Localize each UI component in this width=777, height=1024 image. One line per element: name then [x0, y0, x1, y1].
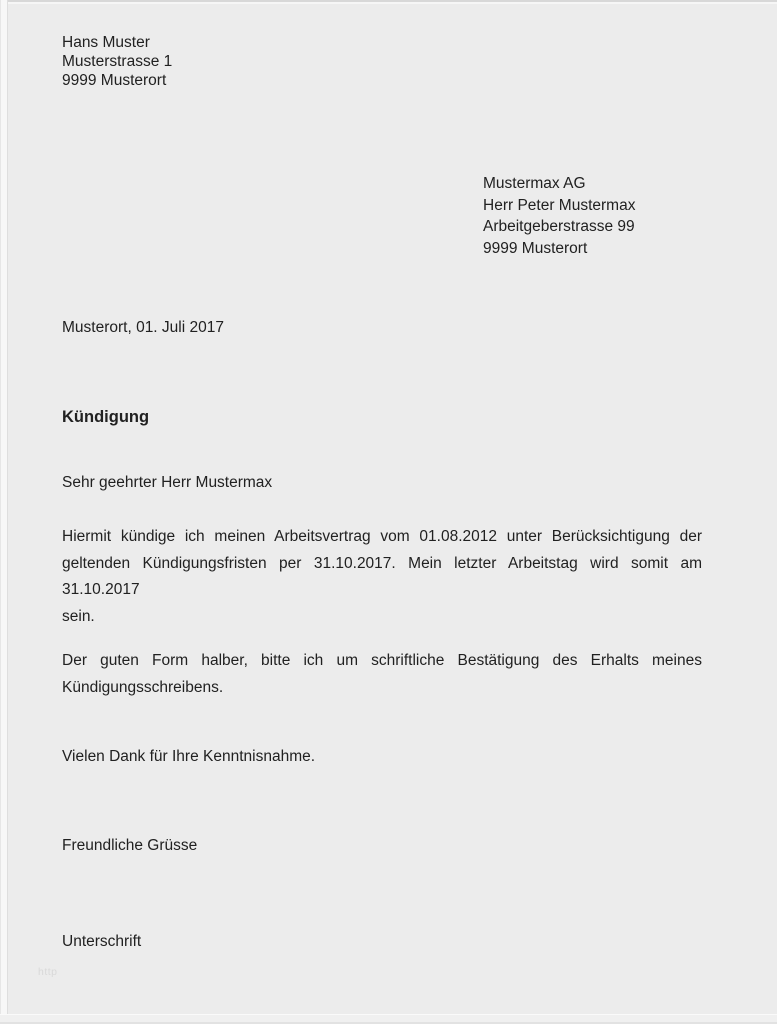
paragraph-line: geltenden Kündigungsfristen per 31.10.2017. Mein letzter Arbeitstag wird somit am 31.10.2017 [62, 554, 702, 598]
page-edge-bottom [0, 1014, 777, 1024]
signature-label: Unterschrift [62, 933, 142, 950]
page-edge-left [0, 0, 8, 1024]
recipient-name: Herr Peter Mustermax [483, 196, 636, 214]
body-paragraph-1 [62, 524, 702, 630]
paragraph-line: sein. [62, 607, 95, 625]
date-line: Musterort, 01. Juli 2017 [62, 319, 224, 336]
sender-name: Hans Muster [62, 34, 150, 51]
recipient-street: Arbeitgeberstrasse 99 [483, 218, 635, 235]
paragraph-line: Kündigungsschreibens. [62, 679, 224, 696]
thanks-line: Vielen Dank für Ihre Kenntnisnahme. [62, 748, 316, 765]
salutation-line: Sehr geehrter Herr Mustermax [62, 474, 273, 491]
body-paragraph-2 [62, 647, 702, 701]
sender-city: 9999 Musterort [62, 72, 167, 89]
recipient-company: Mustermax AG [483, 175, 586, 192]
paragraph-line: Der guten Form halber, bitte ich um schriftliche Bestätigung des Erhalts meines [62, 652, 702, 669]
footer-watermark: http [38, 966, 58, 978]
sender-address-block [62, 33, 172, 90]
sender-street: Musterstrasse 1 [62, 53, 173, 70]
paragraph-line: Hiermit kündige ich meinen Arbeitsvertrag vom 01.08.2012 unter Berücksichtigung der [62, 528, 702, 545]
recipient-address-block [483, 173, 635, 259]
closing-line: Freundliche Grüsse [62, 837, 198, 854]
subject-heading: Kündigung [62, 408, 150, 426]
recipient-city: 9999 Musterort [483, 239, 588, 257]
page-edge-top [0, 0, 777, 4]
